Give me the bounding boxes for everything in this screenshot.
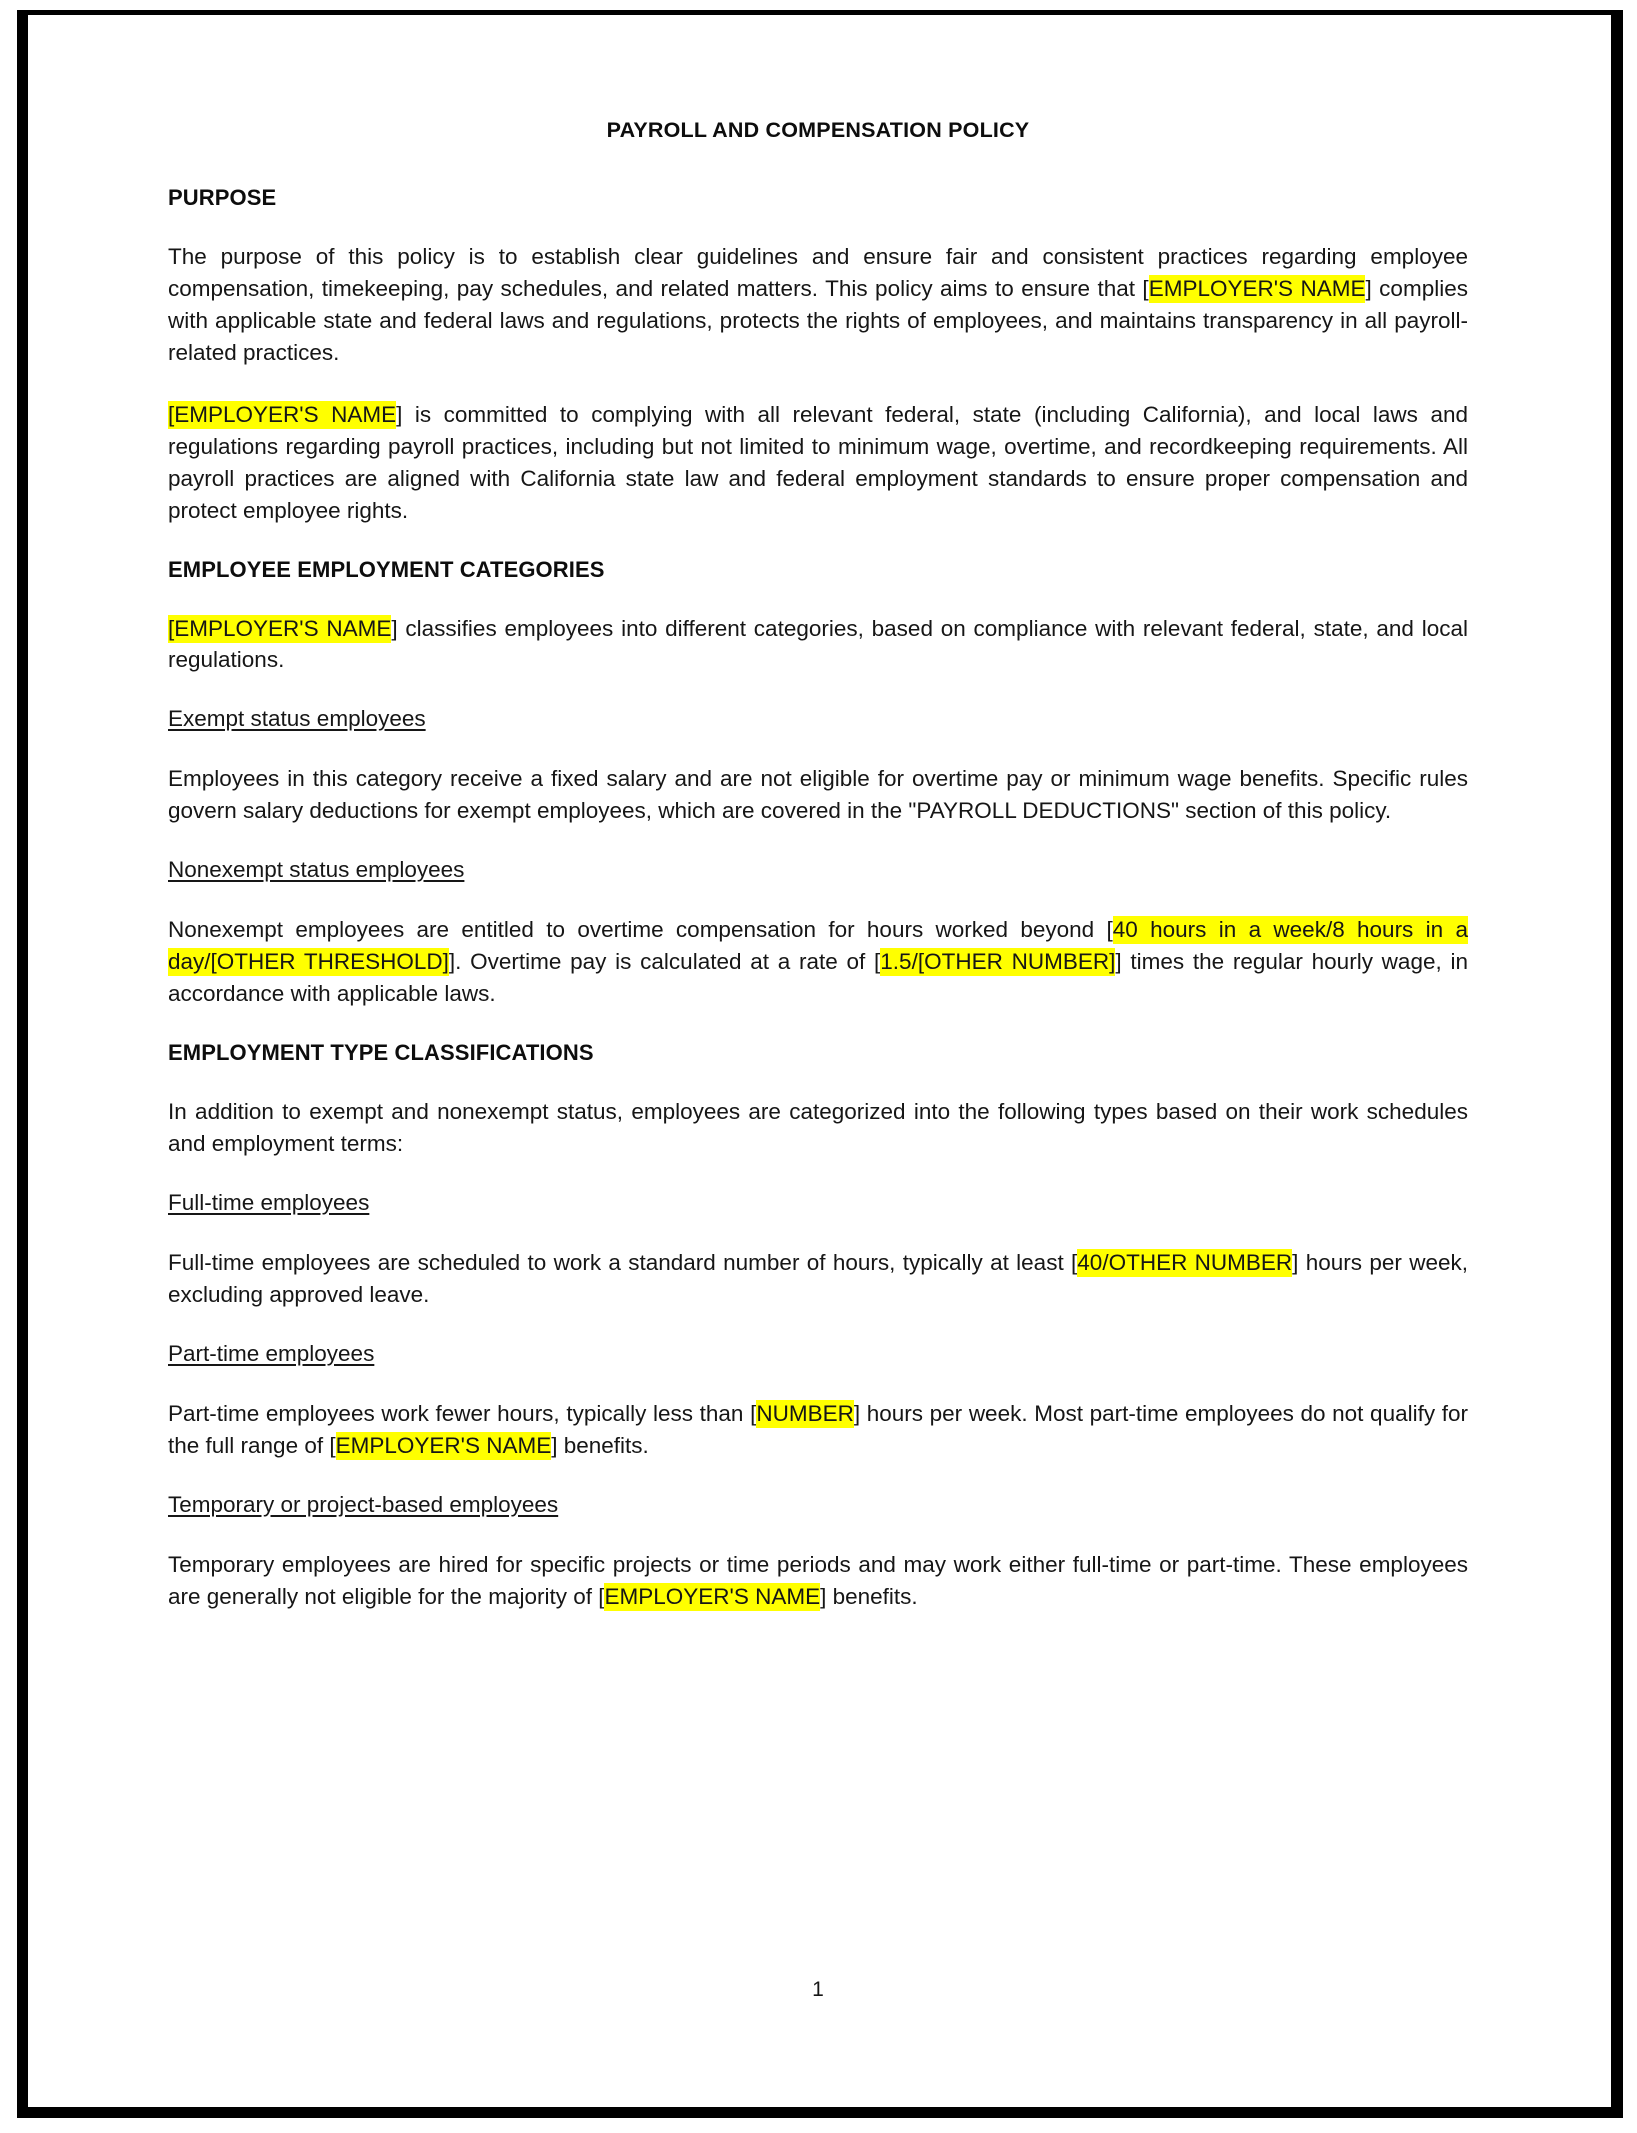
page-number-footer: 1	[812, 1978, 824, 2001]
purpose-paragraph-2	[168, 399, 1468, 527]
part-time-paragraph	[168, 1398, 1468, 1462]
part-time-text-part3: ] benefits.	[551, 1432, 649, 1458]
categories-intro-highlight-employer-name: [EMPLOYER'S NAME	[168, 615, 392, 641]
page-border-left	[17, 10, 28, 2118]
temporary-text-part1: Temporary employees are hired for specific projects or time periods and may work either full-time or part-time. These employees are generally not eligible for the majority of [	[168, 1551, 1468, 1609]
categories-intro-text-part2: ] classifies employees into different categories, based on compliance with relevant federal, state, and local regulations.	[168, 615, 1468, 673]
full-time-highlight-hours: 40/OTHER NUMBER	[1077, 1249, 1293, 1275]
purpose-p2-highlight-employer-name: [EMPLOYER'S NAME	[168, 401, 397, 427]
subheading-full-time-employees: Full-time employees	[168, 1189, 370, 1215]
section-heading-employee-employment-categories: EMPLOYEE EMPLOYMENT CATEGORIES	[168, 556, 605, 582]
nonexempt-highlight-overtime-threshold: 40 hours in a week/8 hours in a day/[OTHER THRESHOLD]	[168, 917, 1468, 975]
purpose-p2-text-part2: ] is committed to complying with all relevant federal, state (including California), and local laws and regulations regarding payroll practices, including but not limited to minimum wage, overtime, and recordkeeping requirements. All payroll practices are aligned with California state law and federal employment standards to ensure proper compensation and protect employee rights.	[168, 401, 1468, 523]
nonexempt-text-part1: Nonexempt employees are entitled to overtime compensation for hours worked beyond [	[168, 917, 1113, 943]
purpose-p1-text-part2: ] complies with applicable state and federal laws and regulations, protects the rights of employees, and maintains transparency in all payroll-related practices.	[168, 275, 1468, 365]
subheading-part-time-employees: Part-time employees	[168, 1340, 375, 1366]
section-heading-purpose: PURPOSE	[168, 185, 277, 210]
section-heading-employment-type-classifications: EMPLOYMENT TYPE CLASSIFICATIONS	[168, 1040, 594, 1066]
purpose-p1-text-part1: The purpose of this policy is to establish clear guidelines and ensure fair and consistent practices regarding employee compensation, timekeeping, pay schedules, and related matters. This policy aims to ensure that [	[168, 244, 1468, 301]
full-time-text-part2: ] hours per week, excluding approved leave.	[168, 1249, 1468, 1307]
document-content	[168, 118, 1468, 1613]
subheading-temporary-or-project-based-employees: Temporary or project-based employees	[168, 1491, 559, 1517]
part-time-highlight-number: NUMBER	[756, 1400, 854, 1426]
nonexempt-highlight-overtime-multiplier: 1.5/[OTHER NUMBER]	[880, 949, 1116, 975]
temporary-paragraph	[168, 1549, 1468, 1613]
employment-type-intro-paragraph: In addition to exempt and nonexempt status, employees are categorized into the following types based on their work schedules and employment terms:	[168, 1099, 1468, 1156]
page-border-right	[1611, 10, 1623, 2118]
subheading-nonexempt-status-employees: Nonexempt status employees	[168, 857, 465, 883]
document-title: PAYROLL AND COMPENSATION POLICY	[606, 118, 1030, 142]
part-time-highlight-employer-name: EMPLOYER'S NAME	[335, 1432, 552, 1458]
nonexempt-status-paragraph	[168, 914, 1468, 1010]
nonexempt-text-part2: ]. Overtime pay is calculated at a rate of [	[448, 949, 881, 975]
full-time-text-part1: Full-time employees are scheduled to work a standard number of hours, typically at least [	[168, 1249, 1078, 1275]
exempt-status-paragraph: Employees in this category receive a fixed salary and are not eligible for overtime pay or minimum wage benefits. Specific rules govern salary deductions for exempt employees, which are covered in the "PAYROLL DEDUCTIONS" section of this policy.	[168, 766, 1468, 824]
full-time-paragraph	[168, 1247, 1468, 1311]
page-border-bottom	[17, 2107, 1623, 2118]
nonexempt-text-part3: ] times the regular hourly wage, in accordance with applicable laws.	[168, 949, 1468, 1007]
part-time-text-part2: ] hours per week. Most part-time employees do not qualify for the full range of [	[168, 1400, 1468, 1458]
subheading-exempt-status-employees: Exempt status employees	[168, 706, 426, 732]
part-time-text-part1: Part-time employees work fewer hours, typically less than [	[168, 1400, 757, 1426]
purpose-paragraph-1	[168, 241, 1468, 369]
purpose-p1-highlight-employer-name: EMPLOYER'S NAME	[1148, 275, 1366, 301]
categories-intro-paragraph	[168, 613, 1468, 677]
temporary-text-part2: ] benefits.	[820, 1583, 918, 1609]
temporary-highlight-employer-name: EMPLOYER'S NAME	[604, 1583, 821, 1609]
page-border-top	[17, 10, 1623, 15]
